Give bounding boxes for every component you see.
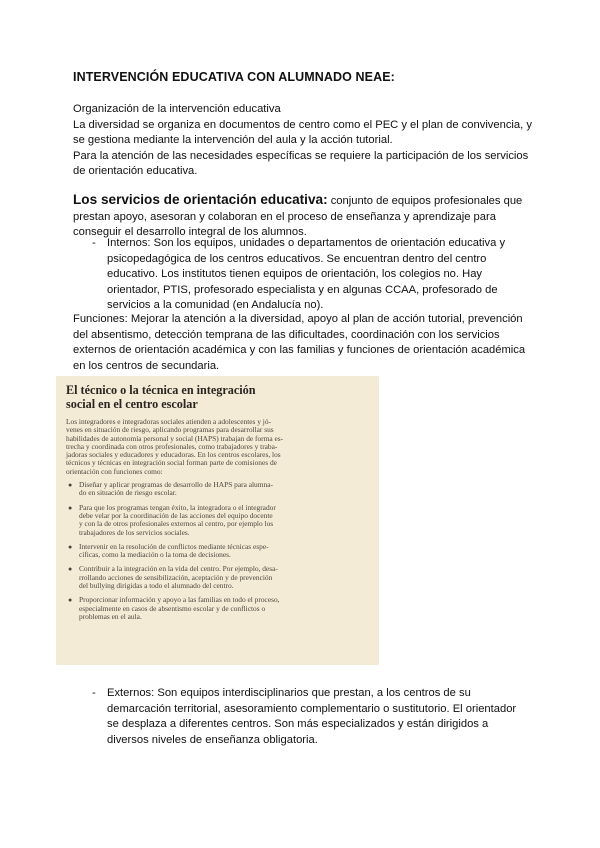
text-run: conjunto de equipos profesionales que <box>327 195 523 207</box>
text-line: Funciones: Mejorar la atención a la diversidad, apoyo al plan de acción tutorial, prevención <box>73 313 523 325</box>
text-line: Organización de la intervención educativa <box>73 103 281 115</box>
text-line: demarcación territorial, asesoramiento complementario o sustitutorio. El orientador <box>107 702 517 715</box>
text-line: Internos: Son los equipos, unidades o departamentos de orientación educativa y <box>107 237 506 249</box>
text-line: prestan apoyo, asesoran y colaboran en el proceso de enseñanza y aprendizaje para <box>73 210 496 223</box>
list-item-internos <box>92 236 522 314</box>
bullet-icon: ● <box>68 503 73 512</box>
text-line: conseguir el desarrollo integral de los alumnos. <box>73 226 307 239</box>
excerpt-bullet <box>66 543 372 560</box>
text-line: jadoras sociales y educadores y educadoras. En los centros escolares, los <box>66 450 281 460</box>
text-line: orientador, PTIS, profesorado especialista y en algunas CCAA, profesorado de <box>107 283 498 296</box>
text-line: cíficas, como la mediación o la toma de decisiones. <box>79 550 231 560</box>
excerpt-title <box>66 384 366 411</box>
bullet-icon: ● <box>68 565 73 574</box>
scanned-textbook-excerpt <box>56 376 379 665</box>
text-line: trecha y coordinada con otros profesionales, como trabajadores y traba- <box>66 441 278 451</box>
document-title: INTERVENCIÓN EDUCATIVA CON ALUMNADO NEAE: <box>73 70 395 84</box>
text-line: educativo. Los institutos tienen equipos de orientación, los colegios no. Hay <box>107 268 483 281</box>
text-line: El técnico o la técnica en integración <box>66 383 256 397</box>
text-line: venes en situación de riesgo, aplicando programas para desarrollar sus <box>66 425 274 435</box>
text-line: Para que los programas tengan éxito, la integradora o el integrador <box>79 502 276 512</box>
text-line: externos de orientación académica y con las familias y funciones de orientación académica <box>73 344 526 357</box>
text-line: debe velar por la coordinación de las acciones del equipo docente <box>79 510 273 520</box>
excerpt-bullet <box>66 481 372 498</box>
excerpt-intro <box>66 418 372 476</box>
text-line: Intervenir en la resolución de conflictos mediante técnicas espe- <box>79 541 269 551</box>
text-line: Externos: Son equipos interdisciplinarios que prestan, a los centros de su <box>107 687 471 699</box>
text-line <box>73 192 533 210</box>
text-line: diversos niveles de enseñanza obligatoria. <box>107 733 318 746</box>
orientation-services-paragraph <box>73 192 533 241</box>
text-line: rrollando acciones de sensibilización, aceptación y de prevención <box>79 572 273 582</box>
text-line: problemas en el aula. <box>79 611 142 621</box>
text-line: servicios a la comunidad (en Andalucía no). <box>107 299 324 312</box>
text-line: do en situación de riesgo escolar. <box>79 488 177 498</box>
text-line: se desplaza a diferentes centros. Son más especializados y están dirigidos a <box>107 718 489 731</box>
functions-paragraph <box>73 312 533 374</box>
section-heading: Los servicios de orientación educativa: <box>73 192 328 207</box>
text-line: La diversidad se organiza en documentos de centro como el PEC y el plan de convivencia, y <box>73 118 532 131</box>
text-line: especialmente en casos de absentismo escolar y de conflictos o <box>79 603 266 613</box>
text-line: Contribuir a la integración en la vida del centro. Por ejemplo, desa- <box>79 564 278 574</box>
list-dash: - <box>92 237 96 249</box>
text-line: en los centros de secundaria. <box>73 359 220 372</box>
list-dash: - <box>92 687 96 699</box>
excerpt-body <box>66 418 372 627</box>
text-line: se gestiona mediante la intervención del aula y la acción tutorial. <box>73 134 393 147</box>
text-line: del absentismo, detección temprana de las dificultades, coordinación con los servicios <box>73 328 500 341</box>
excerpt-bullet <box>66 504 372 537</box>
bullet-icon: ● <box>68 542 73 551</box>
text-line: Proporcionar información y apoyo a las familias en todo el proceso, <box>79 595 280 605</box>
text-line: de orientación educativa. <box>73 165 198 178</box>
list-item-text <box>107 686 522 748</box>
text-line: habilidades de autonomía personal y social (HAPS) trabajan de forma es- <box>66 433 284 443</box>
intro-paragraph <box>73 102 533 180</box>
list-item-text <box>107 236 522 314</box>
text-line: del bullying dirigidas a todo el alumnado del centro. <box>79 581 234 591</box>
excerpt-bullet <box>66 596 372 621</box>
text-line: y con la de otros profesionales externos al centro, por ejemplo los <box>79 519 274 529</box>
text-line: trabajadores de los servicios sociales. <box>79 527 190 537</box>
text-line: orientación con funciones como: <box>66 466 163 476</box>
bullet-icon: ● <box>68 481 73 490</box>
list-item-externos <box>92 686 522 748</box>
text-line: psicopedagógica de los centros educativos. Se encuentran dentro del centro <box>107 252 487 265</box>
text-line: Diseñar y aplicar programas de desarrollo de HAPS para alumna- <box>79 480 273 490</box>
text-line: Para la atención de las necesidades específicas se requiere la participación de los servicios <box>73 149 529 162</box>
excerpt-bullet <box>66 565 372 590</box>
bullet-icon: ● <box>68 596 73 605</box>
text-line: técnicos y técnicas en integración social forman parte de comisiones de <box>66 458 277 468</box>
text-line: Los integradores e integradoras sociales atienden a adolescentes y jó- <box>66 417 272 426</box>
text-line: social en el centro escolar <box>66 396 198 411</box>
